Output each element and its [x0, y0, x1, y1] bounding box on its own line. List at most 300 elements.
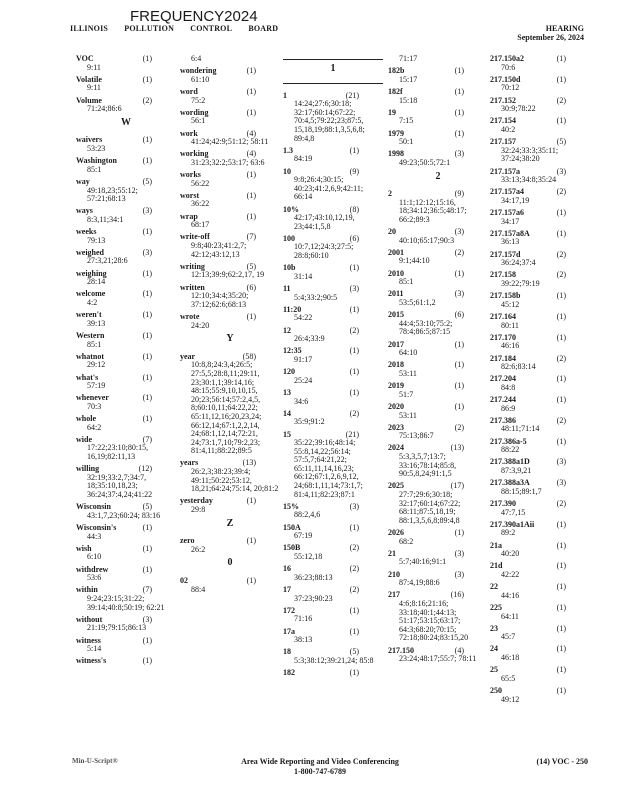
index-term: 2020: [388, 401, 404, 411]
index-entry: [180, 263, 280, 280]
index-refs: 32:19;33:2,7;34:7, 18;35:10,18,23; 36:24;37:4,24;41:22: [87, 472, 153, 500]
index-count: (1): [556, 540, 566, 550]
index-refs: 5:3,3,5,7;13:7; 33:16;78:14;85:8, 90:5,8,24;91:1,5: [399, 452, 457, 479]
index-refs: 31:23;32:2;53:17; 63:6: [191, 157, 265, 167]
index-entry: [283, 586, 383, 603]
index-term: 150B: [283, 543, 301, 553]
index-term: 217.388a3A: [490, 478, 530, 488]
index-entry: [490, 479, 590, 496]
index-entry: [388, 403, 488, 420]
index-entry: [490, 396, 590, 413]
index-term: work: [180, 128, 198, 138]
index-count: (1): [349, 263, 359, 273]
index-term: 2017: [388, 339, 404, 349]
index-refs: 35:9;91:2: [294, 417, 325, 427]
index-term: write-off: [180, 232, 210, 242]
index-refs: 11:1;12:12;15:16, 18;34:12;36:5;48:17; 66:2;89:3: [399, 197, 467, 224]
index-entry: [180, 109, 280, 126]
index-entry: [388, 130, 488, 147]
index-count: (2): [556, 95, 566, 105]
index-entry: [490, 355, 590, 372]
index-count: (1): [556, 665, 566, 675]
index-refs: 23:24;48:17;55:7; 78:11: [399, 654, 477, 664]
index-term: Volatile: [76, 74, 102, 84]
index-count: (2): [454, 422, 464, 432]
index-count: (1): [454, 528, 464, 537]
index-refs: 36:24;37:4: [501, 258, 536, 268]
index-entry: [76, 290, 176, 307]
index-refs: 64:10: [399, 348, 418, 358]
index-count: (1): [556, 54, 566, 63]
index-term: 20: [388, 227, 396, 237]
index-entry: [388, 270, 488, 287]
index-count: (1): [246, 66, 256, 76]
index-term: 2019: [388, 381, 404, 391]
index-refs: 70:12: [501, 83, 520, 93]
index-entry: [388, 382, 488, 399]
index-refs: 34:17,19: [501, 195, 530, 205]
section-rule: [283, 83, 383, 84]
index-count: (1): [142, 54, 152, 63]
index-count: (1): [454, 339, 464, 349]
index-count: (1): [142, 135, 152, 145]
index-term: whatnot: [76, 351, 105, 361]
index-refs: 70:3: [87, 401, 102, 411]
index-column-2: [180, 55, 280, 598]
index-entry: [388, 361, 488, 378]
index-count: (1): [349, 605, 359, 615]
index-term: 217.157a4: [490, 187, 524, 197]
index-count: (1): [142, 156, 152, 166]
index-count: (1): [454, 360, 464, 370]
index-term: 217.164: [490, 311, 516, 321]
index-term: whole: [76, 414, 96, 424]
index-term: 24: [490, 644, 498, 654]
index-entry: [76, 503, 176, 520]
index-refs: 36:22: [191, 199, 210, 209]
index-count: (7): [142, 434, 152, 444]
index-entry: [490, 76, 590, 93]
index-entry: [490, 625, 590, 642]
index-count: (1): [556, 374, 566, 384]
index-refs: 28:14: [87, 277, 106, 287]
header-word: CONTROL: [190, 24, 233, 33]
index-count: (1): [556, 519, 566, 529]
index-entry: [388, 424, 488, 441]
index-refs: 5:14: [87, 644, 102, 654]
index-count: (1): [246, 536, 256, 546]
index-entry: [283, 92, 383, 144]
index-entry: [283, 368, 383, 385]
index-refs: 39:22;79:19: [501, 279, 540, 288]
index-count: (2): [349, 564, 359, 574]
index-term: zero: [180, 536, 195, 546]
index-count: (2): [349, 543, 359, 553]
index-term: working: [180, 149, 209, 159]
index-count: (5): [556, 137, 566, 147]
index-refs: 29:12: [87, 360, 106, 370]
index-term: 120: [283, 367, 295, 377]
index-count: (1): [142, 414, 152, 424]
index-entry: [283, 524, 383, 541]
index-term: 2001: [388, 247, 404, 257]
index-refs: 85:1: [87, 339, 102, 349]
index-term: 02: [180, 576, 188, 585]
index-entry: [490, 521, 590, 538]
index-term: 182b: [388, 66, 405, 76]
index-term: years: [180, 458, 199, 468]
index-count: (13): [242, 458, 256, 468]
index-entry: [180, 577, 280, 594]
index-entry: [283, 347, 383, 364]
footer-phone: 1-800-747-6789: [294, 767, 346, 776]
index-refs: 35:22;39:16;48:14; 55:8,14,22;56:14; 57:5,7;64:21,22; 65:11,11,14,16,23; 66:12;67:1,2,6,9,12, 24;68:1,11,14;73:1,7; 81:4,11;82:23;87:1: [294, 438, 363, 499]
index-term: 217.158: [490, 270, 516, 280]
index-refs: 30:9;78:22: [501, 104, 536, 114]
index-refs: 71:17: [399, 54, 418, 63]
index-term: worst: [180, 190, 200, 200]
index-count: (1): [349, 668, 359, 678]
index-refs: 85:1: [87, 164, 102, 174]
index-entry: [76, 249, 176, 266]
index-entry: [180, 459, 280, 493]
index-entry: [283, 410, 383, 427]
index-count: (2): [556, 499, 566, 508]
header-word: ILLINOIS: [70, 24, 109, 33]
index-entry: [490, 188, 590, 205]
index-term: word: [180, 86, 198, 96]
index-entry: [180, 284, 280, 310]
index-refs: 9:8;40:23;41:2,7; 42:12;43:12,13: [191, 241, 247, 259]
index-count: (6): [246, 282, 256, 292]
index-entry: [76, 332, 176, 349]
index-term: 2018: [388, 360, 404, 370]
index-refs: 75:13;86:7: [399, 431, 434, 441]
index-refs: 21:19;79:15;86:13: [87, 623, 147, 633]
index-refs: 50:1: [399, 137, 414, 147]
index-entry: [388, 88, 488, 105]
footer-brand: Min-U-Script®: [72, 757, 118, 765]
index-count: (1): [349, 522, 359, 532]
index-count: (3): [454, 548, 464, 558]
index-term: within: [76, 585, 98, 595]
section-rule: [283, 59, 383, 60]
index-refs: 36:13: [501, 237, 520, 247]
index-term: 217.184: [490, 353, 516, 363]
index-refs: 75:2: [191, 95, 206, 105]
index-entry: [283, 565, 383, 582]
section-letter: 0: [227, 557, 233, 569]
index-count: (4): [246, 149, 256, 159]
index-refs: 68:17: [191, 220, 210, 230]
index-entry: [180, 130, 280, 147]
index-refs: 39:13: [87, 318, 106, 328]
index-term: 172: [283, 605, 295, 615]
index-refs: 88:2,4,6: [294, 510, 321, 520]
index-term: 217.244: [490, 395, 516, 405]
index-refs: 87:4,19;88:6: [399, 578, 440, 588]
index-refs: 12:10;34:4;35:20; 37:12;62:6;68:13: [191, 291, 249, 309]
index-entry: [76, 76, 176, 93]
index-refs: 14:24;27:6;30:18; 32:17;60:14;67:22; 70:4,5;79:22;23;87:5, 15,18,19;88:1,3,5,6,8; 89:4,8: [294, 99, 365, 143]
index-term: 250: [490, 686, 502, 696]
index-refs: 49:18,23;55:12; 57:21;68:13: [87, 185, 138, 204]
index-count: (1): [556, 311, 566, 321]
index-term: Western: [76, 330, 105, 340]
index-count: (2): [556, 187, 566, 197]
index-refs: 56:22: [191, 178, 210, 188]
index-term: weeks: [76, 227, 97, 237]
index-count: (1): [349, 346, 359, 356]
index-term: 217.157a8A: [490, 228, 530, 238]
index-entry: [490, 117, 590, 134]
index-term: 217.204: [490, 374, 516, 384]
index-entry: [490, 562, 590, 579]
index-refs: 37:23;90:23: [294, 593, 333, 603]
index-term: 10b: [283, 263, 296, 273]
index-count: (5): [246, 261, 256, 271]
index-term: 17a: [283, 626, 295, 636]
index-entry: [76, 545, 176, 562]
index-entry: [76, 157, 176, 174]
index-entry: [490, 55, 590, 72]
index-refs: 24:20: [191, 320, 210, 330]
index-entry: [388, 550, 488, 567]
index-term: 2: [388, 189, 392, 199]
index-refs: 5:3;38:12;39:21,24; 85:8: [294, 655, 374, 665]
index-entry: [490, 500, 590, 517]
index-count: (6): [454, 310, 464, 320]
index-count: (1): [246, 107, 256, 117]
index-count: (7): [142, 585, 152, 595]
index-refs: 56:1: [191, 116, 206, 126]
index-term: weren't: [76, 310, 102, 320]
index-refs: 64:2: [87, 422, 102, 432]
index-count: (2): [556, 415, 566, 425]
index-count: (17): [450, 481, 464, 491]
index-refs: 47:7,15: [501, 507, 526, 517]
index-count: (1): [246, 496, 256, 506]
index-entry: [283, 628, 383, 645]
index-entry: [76, 374, 176, 391]
index-entry: [180, 213, 280, 230]
footer-company: Area Wide Reporting and Video Conferencing: [241, 757, 399, 766]
index-count: (2): [349, 584, 359, 594]
index-refs: 46:16: [501, 341, 520, 351]
index-count: (1): [246, 311, 256, 321]
index-column-5: [490, 55, 590, 708]
section-letter: 1: [330, 63, 336, 74]
index-count: (1): [454, 107, 464, 117]
index-count: (1): [142, 351, 152, 361]
index-term: 217.390: [490, 499, 516, 508]
index-refs: 67:19: [294, 531, 313, 541]
index-term: Wisconsin: [76, 502, 111, 512]
index-term: what's: [76, 372, 99, 382]
index-entry: [283, 264, 383, 281]
index-count: (3): [454, 149, 464, 159]
index-count: (1): [142, 372, 152, 382]
index-term: weighed: [76, 247, 104, 257]
index-count: (1): [142, 74, 152, 84]
index-count: (21): [345, 90, 359, 100]
index-count: (1): [556, 395, 566, 405]
index-refs: 17:22;23:10;80:15, 16,19;82:11,13: [87, 443, 149, 462]
index-term: 217.150: [388, 645, 414, 655]
index-term: 217.150d: [490, 74, 521, 84]
index-count: (2): [349, 408, 359, 418]
index-refs: 8:3,11;34:1: [87, 214, 124, 224]
index-count: (1): [454, 128, 464, 138]
index-refs: 9:8;26:4;30:15; 40:23;41:2,6,9;42:11; 66:14: [294, 175, 364, 202]
index-count: (1): [556, 436, 566, 446]
index-entry: [76, 524, 176, 541]
index-refs: 55:12,18: [294, 552, 323, 561]
index-count: (1): [142, 393, 152, 403]
index-entry: [490, 334, 590, 351]
index-entry: [76, 207, 176, 224]
index-term: 21d: [490, 561, 503, 571]
index-count: (2): [142, 95, 152, 105]
index-count: (13): [450, 443, 464, 453]
index-term: 225: [490, 602, 502, 612]
index-refs: 9:11: [87, 62, 101, 72]
index-entry: [490, 542, 590, 559]
index-refs: 46:18: [501, 653, 520, 663]
index-term: 21a: [490, 540, 502, 550]
index-count: (5): [142, 502, 152, 512]
index-term: 17: [283, 584, 291, 594]
index-count: (1): [349, 367, 359, 377]
index-entry: [490, 438, 590, 455]
index-count: (1): [349, 626, 359, 636]
index-term: willing: [76, 464, 100, 474]
index-entry: [76, 465, 176, 499]
index-term: 2024: [388, 443, 404, 453]
index-count: (2): [556, 249, 566, 259]
index-refs: 49:23;50:5;72:1: [399, 157, 451, 167]
index-refs: 85:1: [399, 277, 414, 287]
index-entry: [76, 97, 176, 114]
index-count: (3): [142, 247, 152, 257]
index-count: (1): [246, 170, 256, 180]
index-entry: [283, 235, 383, 261]
index-term: 21: [388, 548, 396, 558]
index-entry: [490, 209, 590, 226]
index-entry: [490, 168, 590, 185]
index-count: (3): [556, 478, 566, 488]
header-overlay: FREQUENCY2024: [130, 8, 258, 25]
index-term: 217.170: [490, 332, 516, 342]
index-count: (1): [556, 561, 566, 571]
index-refs: 10:7,12;24:3;27:5; 28:8;60:10: [294, 242, 354, 261]
index-entry: [490, 458, 590, 475]
index-count: (1): [556, 291, 566, 301]
index-refs: 86:9: [501, 403, 516, 413]
index-entry: [388, 647, 488, 664]
index-term: 217.150a2: [490, 54, 524, 63]
index-entry: [76, 55, 176, 72]
index-term: welcome: [76, 289, 106, 299]
index-count: (1): [142, 268, 152, 278]
index-term: 15: [283, 429, 291, 439]
index-entry: [283, 431, 383, 500]
header-word: BOARD: [248, 24, 279, 33]
index-count: (3): [349, 284, 359, 294]
index-term: 217.154: [490, 116, 516, 126]
index-entry: [490, 666, 590, 683]
index-count: (2): [556, 270, 566, 280]
index-refs: 41:24;42:9;51:12; 58:11: [191, 137, 269, 147]
index-count: (6): [349, 233, 359, 243]
index-term: 1.3: [283, 145, 293, 155]
index-term: 217.157: [490, 137, 516, 147]
index-entry: [76, 311, 176, 328]
index-refs: 7:15: [399, 116, 414, 126]
index-refs: 88:15;89:1,7: [501, 486, 542, 496]
header-word: POLLUTION: [124, 24, 175, 33]
index-term: 22: [490, 582, 498, 592]
section-letter: W: [121, 116, 131, 128]
index-term: 10: [283, 166, 291, 176]
index-term: 2023: [388, 422, 404, 432]
index-entry: [388, 55, 488, 64]
index-entry: [283, 669, 383, 678]
index-count: (3): [454, 569, 464, 579]
index-entry: [180, 150, 280, 167]
index-entry: [388, 228, 488, 245]
index-count: (1): [556, 644, 566, 654]
index-entry: [490, 271, 590, 288]
index-refs: 4:2: [87, 298, 98, 307]
index-count: (4): [246, 128, 256, 138]
index-entry: [76, 270, 176, 287]
index-refs: 45:12: [501, 299, 520, 309]
hearing-label: HEARING: [545, 24, 584, 33]
index-count: (1): [556, 332, 566, 342]
index-refs: 80:11: [501, 320, 519, 330]
index-count: (5): [349, 647, 359, 657]
index-entry: [388, 482, 488, 525]
index-entry: [283, 327, 383, 344]
index-count: (3): [142, 206, 152, 216]
index-refs: 61:10: [191, 74, 210, 84]
index-term: wording: [180, 107, 209, 117]
index-refs: 53:5;61:1,2: [399, 298, 436, 307]
index-entry: [388, 311, 488, 337]
index-entry: [388, 290, 488, 307]
index-term: 217: [388, 590, 400, 600]
index-entry: [283, 147, 383, 164]
index-count: (1): [142, 656, 152, 666]
index-refs: 32:24;33:3;35:11; 37:24;38:20: [501, 145, 559, 164]
index-count: (1): [556, 74, 566, 84]
index-term: wondering: [180, 66, 217, 76]
index-refs: 71:24;86:6: [87, 104, 122, 114]
index-count: (1): [556, 623, 566, 633]
index-refs: 48:11;71:14: [501, 424, 540, 434]
index-entry: [76, 136, 176, 153]
index-count: (3): [556, 457, 566, 467]
index-entry: [490, 583, 590, 600]
index-entry: [388, 341, 488, 358]
index-entry: [388, 249, 488, 266]
index-term: 14: [283, 408, 291, 418]
index-term: witness: [76, 635, 101, 645]
index-term: 2011: [388, 289, 404, 299]
index-count: (3): [454, 289, 464, 299]
index-entry: [490, 604, 590, 621]
